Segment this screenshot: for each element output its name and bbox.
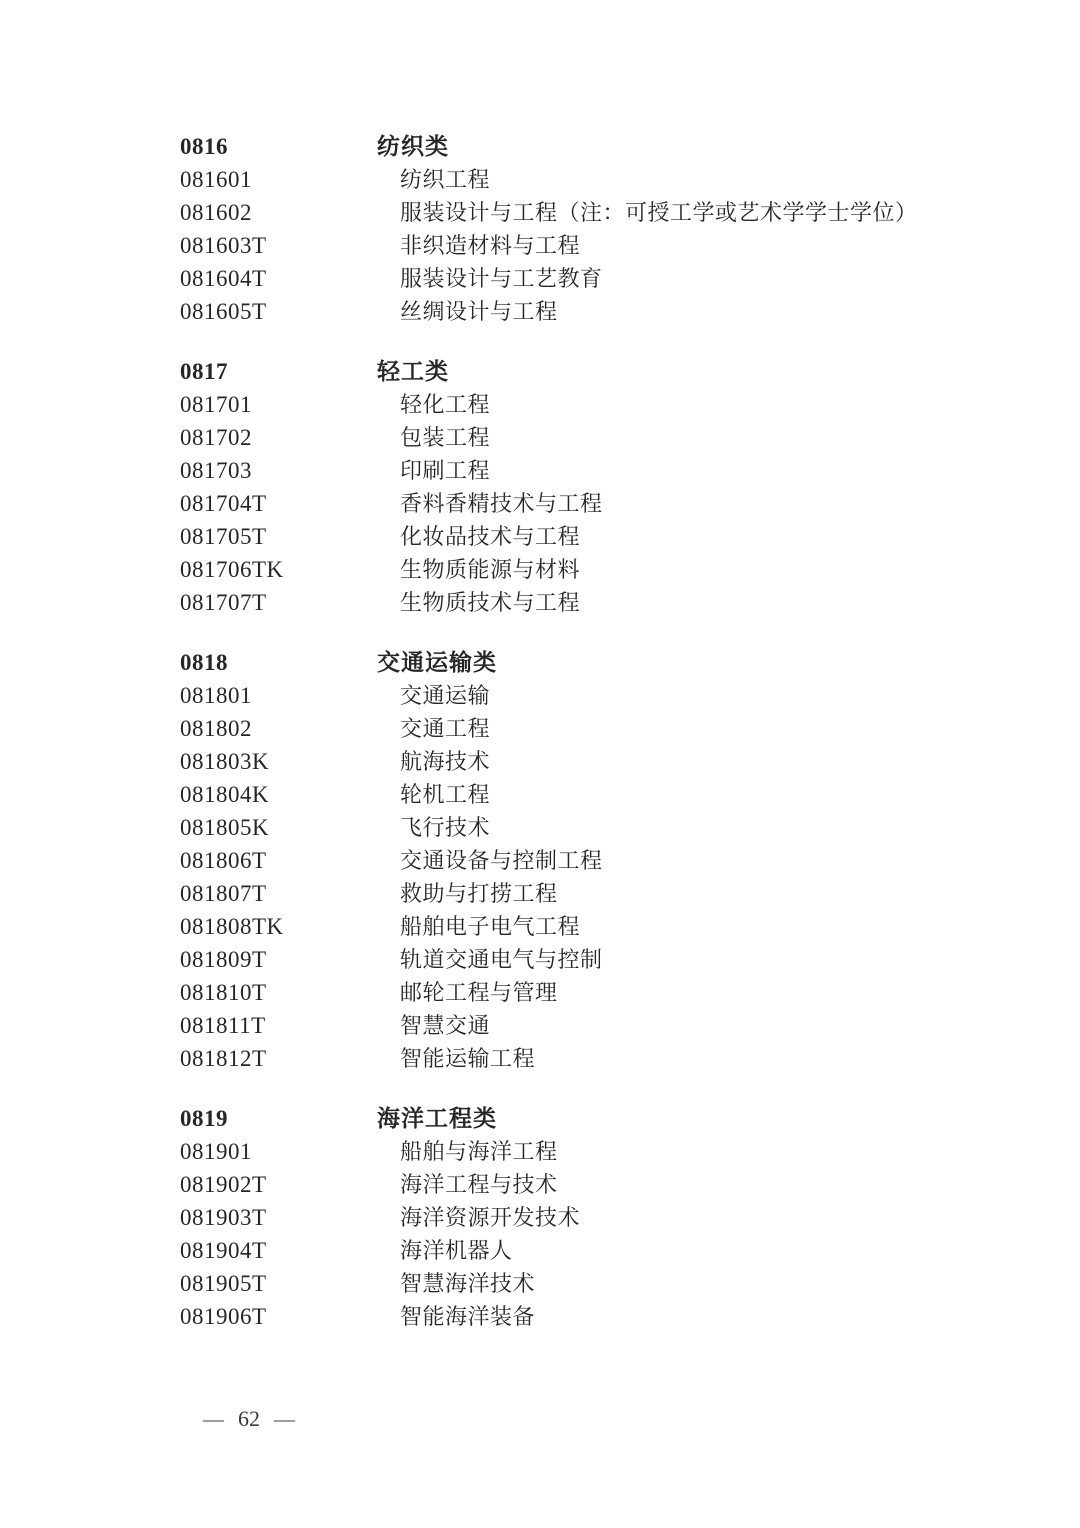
major-name: 丝绸设计与工程: [400, 299, 558, 324]
major-name: 航海技术: [400, 749, 491, 774]
major-row: [180, 1234, 1040, 1267]
major-row: [180, 229, 1040, 262]
major-name: 飞行技术: [400, 815, 491, 840]
major-name: 海洋资源开发技术: [400, 1205, 581, 1230]
major-code: 081603T: [180, 233, 267, 258]
major-code: 081809T: [180, 947, 267, 972]
major-name: 服装设计与工程（注：可授工学或艺术学学士学位）: [400, 200, 918, 225]
major-code: 081802: [180, 716, 252, 741]
major-row: [180, 877, 1040, 910]
major-code: 081601: [180, 167, 252, 192]
major-code: 081706TK: [180, 557, 284, 582]
major-name: 智慧海洋技术: [400, 1271, 536, 1296]
major-code: 081805K: [180, 815, 270, 840]
major-code: 081808TK: [180, 914, 284, 939]
major-row: [180, 778, 1040, 811]
major-name: 船舶电子电气工程: [400, 914, 581, 939]
category-row: [180, 355, 1040, 388]
major-row: [180, 1042, 1040, 1075]
major-name: 非织造材料与工程: [400, 233, 581, 258]
footer-right-dash: —: [274, 1406, 295, 1431]
major-name: 交通工程: [400, 716, 491, 741]
major-category-section: [180, 130, 1040, 328]
major-code: 081901: [180, 1139, 252, 1164]
major-code: 081602: [180, 200, 252, 225]
major-code: 081803K: [180, 749, 270, 774]
major-row: [180, 163, 1040, 196]
major-row: [180, 487, 1040, 520]
major-code: 081702: [180, 425, 252, 450]
major-code: 081705T: [180, 524, 267, 549]
major-code: 081703: [180, 458, 252, 483]
major-row: [180, 1168, 1040, 1201]
major-row: [180, 844, 1040, 877]
category-row: [180, 646, 1040, 679]
major-row: [180, 745, 1040, 778]
major-code: 081902T: [180, 1172, 267, 1197]
major-name: 智能海洋装备: [400, 1304, 536, 1329]
major-code: 081810T: [180, 980, 267, 1005]
major-row: [180, 262, 1040, 295]
major-name: 服装设计与工艺教育: [400, 266, 603, 291]
major-row: [180, 976, 1040, 1009]
major-name: 轻化工程: [400, 392, 491, 417]
category-title: 海洋工程类: [377, 1105, 497, 1131]
major-code: 081704T: [180, 491, 267, 516]
page-number: 62: [238, 1406, 260, 1431]
major-name: 救助与打捞工程: [400, 881, 558, 906]
major-name: 交通运输: [400, 683, 491, 708]
major-row: [180, 943, 1040, 976]
major-name: 印刷工程: [400, 458, 491, 483]
category-title: 纺织类: [377, 133, 449, 159]
category-title: 轻工类: [377, 358, 449, 384]
major-row: [180, 454, 1040, 487]
major-name: 生物质技术与工程: [400, 590, 581, 615]
major-row: [180, 1201, 1040, 1234]
category-title: 交通运输类: [377, 649, 497, 675]
major-row: [180, 196, 1040, 229]
major-name: 包装工程: [400, 425, 491, 450]
major-code: 081903T: [180, 1205, 267, 1230]
major-code: 081806T: [180, 848, 267, 873]
major-name: 船舶与海洋工程: [400, 1139, 558, 1164]
major-name: 海洋工程与技术: [400, 1172, 558, 1197]
major-name: 生物质能源与材料: [400, 557, 581, 582]
major-row: [180, 1135, 1040, 1168]
category-code: 0818: [180, 650, 228, 675]
category-code: 0817: [180, 359, 228, 384]
category-code: 0816: [180, 134, 228, 159]
major-row: [180, 679, 1040, 712]
major-code: 081906T: [180, 1304, 267, 1329]
major-row: [180, 1300, 1040, 1333]
major-code: 081605T: [180, 299, 267, 324]
major-code: 081801: [180, 683, 252, 708]
major-name: 智慧交通: [400, 1013, 491, 1038]
major-row: [180, 712, 1040, 745]
footer-left-dash: —: [203, 1406, 224, 1431]
major-row: [180, 553, 1040, 586]
major-row: [180, 388, 1040, 421]
major-code: 081812T: [180, 1046, 267, 1071]
major-name: 纺织工程: [400, 167, 491, 192]
major-name: 轨道交通电气与控制: [400, 947, 603, 972]
major-category-section: [180, 646, 1040, 1075]
major-category-section: [180, 355, 1040, 619]
major-name: 邮轮工程与管理: [400, 980, 558, 1005]
category-row: [180, 1102, 1040, 1135]
major-row: [180, 586, 1040, 619]
category-row: [180, 130, 1040, 163]
major-code: 081905T: [180, 1271, 267, 1296]
major-code: 081807T: [180, 881, 267, 906]
major-code: 081701: [180, 392, 252, 417]
major-code: 081707T: [180, 590, 267, 615]
major-row: [180, 520, 1040, 553]
category-code: 0819: [180, 1106, 228, 1131]
major-name: 化妆品技术与工程: [400, 524, 581, 549]
major-name: 轮机工程: [400, 782, 491, 807]
page-footer: [203, 1406, 295, 1432]
major-category-section: [180, 1102, 1040, 1333]
major-row: [180, 811, 1040, 844]
major-catalog: [180, 130, 1040, 1360]
major-row: [180, 421, 1040, 454]
major-name: 交通设备与控制工程: [400, 848, 603, 873]
major-row: [180, 295, 1040, 328]
major-row: [180, 1267, 1040, 1300]
major-row: [180, 1009, 1040, 1042]
major-code: 081904T: [180, 1238, 267, 1263]
major-code: 081804K: [180, 782, 270, 807]
major-name: 智能运输工程: [400, 1046, 536, 1071]
major-code: 081811T: [180, 1013, 266, 1038]
major-name: 海洋机器人: [400, 1238, 513, 1263]
major-code: 081604T: [180, 266, 267, 291]
major-row: [180, 910, 1040, 943]
major-name: 香料香精技术与工程: [400, 491, 603, 516]
